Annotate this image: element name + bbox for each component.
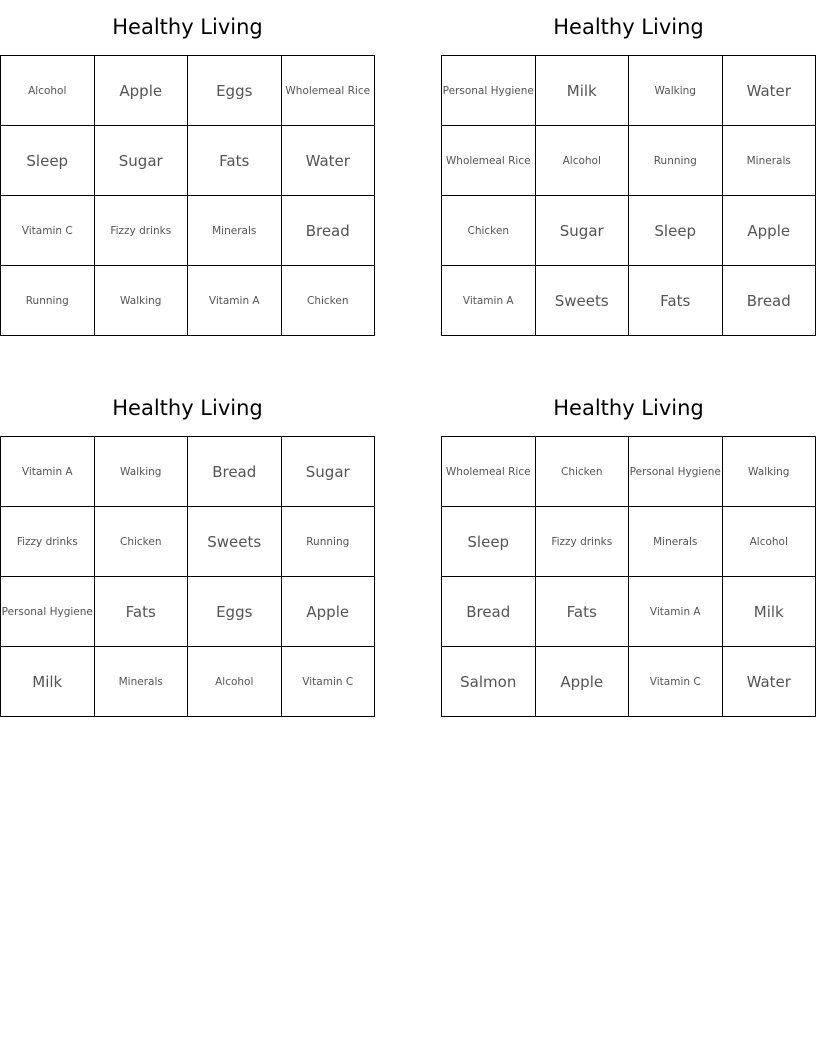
bingo-cell: Alcohol — [536, 126, 630, 196]
bingo-cell: Running — [282, 507, 376, 577]
card-title: Healthy Living — [553, 396, 704, 420]
bingo-cell: Minerals — [629, 507, 723, 577]
bingo-cell: Alcohol — [723, 507, 816, 577]
bingo-cell: Fizzy drinks — [95, 196, 189, 266]
bingo-cell: Chicken — [282, 266, 376, 336]
card-title: Healthy Living — [112, 15, 263, 39]
bingo-cell: Apple — [95, 56, 189, 126]
bingo-cell: Minerals — [723, 126, 816, 196]
bingo-cell: Sweets — [536, 266, 630, 336]
bingo-cell: Wholemeal Rice — [442, 126, 536, 196]
bingo-cell: Water — [723, 647, 816, 717]
bingo-cell: Fats — [188, 126, 282, 196]
bingo-cell: Water — [282, 126, 376, 196]
bingo-cell: Vitamin A — [188, 266, 282, 336]
bingo-cell: Minerals — [188, 196, 282, 266]
bingo-cell: Milk — [536, 56, 630, 126]
bingo-cell: Apple — [282, 577, 376, 647]
bingo-cell: Sugar — [95, 126, 189, 196]
bingo-cell: Fizzy drinks — [1, 507, 95, 577]
bingo-cell: Fats — [95, 577, 189, 647]
bingo-grid — [0, 436, 375, 717]
bingo-grid — [441, 436, 816, 717]
bingo-cell: Bread — [442, 577, 536, 647]
bingo-grid — [0, 55, 375, 336]
bingo-cell: Fizzy drinks — [536, 507, 630, 577]
bingo-cell: Wholemeal Rice — [442, 437, 536, 507]
bingo-cell: Personal Hygiene — [442, 56, 536, 126]
bingo-cell: Vitamin C — [629, 647, 723, 717]
bingo-cell: Minerals — [95, 647, 189, 717]
bingo-cell: Chicken — [95, 507, 189, 577]
bingo-cell: Personal Hygiene — [1, 577, 95, 647]
bingo-cell: Alcohol — [1, 56, 95, 126]
bingo-cell: Sleep — [629, 196, 723, 266]
bingo-cell: Running — [629, 126, 723, 196]
bingo-cell: Eggs — [188, 56, 282, 126]
bingo-cell: Sugar — [536, 196, 630, 266]
bingo-cell: Personal Hygiene — [629, 437, 723, 507]
bingo-cell: Apple — [536, 647, 630, 717]
bingo-cell: Vitamin C — [282, 647, 376, 717]
bingo-cell: Running — [1, 266, 95, 336]
card-title: Healthy Living — [553, 15, 704, 39]
bingo-cell: Walking — [95, 437, 189, 507]
bingo-cell: Walking — [95, 266, 189, 336]
bingo-cell: Alcohol — [188, 647, 282, 717]
bingo-cell: Vitamin A — [629, 577, 723, 647]
bingo-cell: Walking — [629, 56, 723, 126]
bingo-cell: Chicken — [442, 196, 536, 266]
bingo-cell: Sleep — [442, 507, 536, 577]
bingo-cell: Bread — [282, 196, 376, 266]
bingo-cell: Walking — [723, 437, 816, 507]
bingo-cell: Water — [723, 56, 816, 126]
bingo-cell: Fats — [629, 266, 723, 336]
bingo-cell: Vitamin C — [1, 196, 95, 266]
bingo-cell: Fats — [536, 577, 630, 647]
bingo-cell: Milk — [1, 647, 95, 717]
card-title: Healthy Living — [112, 396, 263, 420]
bingo-cell: Milk — [723, 577, 816, 647]
bingo-grid — [441, 55, 816, 336]
bingo-cell: Sweets — [188, 507, 282, 577]
bingo-cell: Vitamin A — [442, 266, 536, 336]
bingo-cell: Sleep — [1, 126, 95, 196]
bingo-cell: Bread — [188, 437, 282, 507]
bingo-cell: Vitamin A — [1, 437, 95, 507]
bingo-cell: Apple — [723, 196, 816, 266]
bingo-cell: Salmon — [442, 647, 536, 717]
bingo-cell: Bread — [723, 266, 816, 336]
bingo-cell: Wholemeal Rice — [282, 56, 376, 126]
bingo-cell: Eggs — [188, 577, 282, 647]
bingo-cell: Sugar — [282, 437, 376, 507]
bingo-cell: Chicken — [536, 437, 630, 507]
